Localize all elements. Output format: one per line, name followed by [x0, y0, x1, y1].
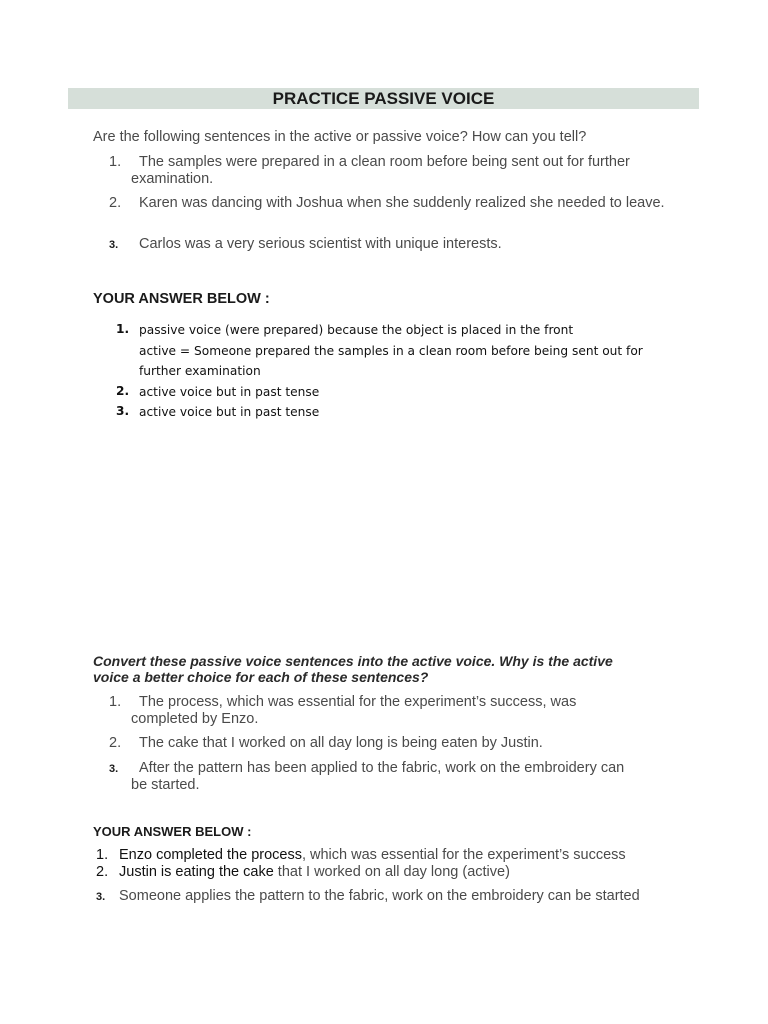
- question-text: Carlos was a very serious scientist with unique interests.: [139, 236, 502, 252]
- question-text: Karen was dancing with Joshua when she suddenly realized she needed to leave.: [139, 195, 665, 211]
- question-number: 2.: [109, 195, 122, 211]
- section2-answer-heading: YOUR ANSWER BELOW :: [93, 824, 252, 839]
- answer-number: 1.: [116, 322, 130, 336]
- answer-text: active voice but in past tense: [139, 385, 320, 399]
- answer-rest: , which was essential for the experiment’s success: [301, 847, 626, 863]
- section2-prompt-line2: voice a better choice for each of these sentences?: [93, 669, 429, 685]
- question-number: 2.: [109, 735, 122, 751]
- answer-text: [119, 847, 626, 864]
- section1-answer-heading: YOUR ANSWER BELOW :: [93, 291, 270, 307]
- answer-number: 3.: [96, 891, 106, 903]
- answer-text: passive voice (were prepared) because the object is placed in the front: [139, 323, 574, 337]
- answer-text: [119, 864, 510, 881]
- answer-text: further examination: [139, 364, 261, 378]
- question-text: After the pattern has been applied to the fabric, work on the embroidery can: [139, 760, 625, 776]
- answer-number: 2.: [96, 864, 109, 880]
- answer-rest: that I worked on all day long (active): [273, 864, 510, 880]
- section2-prompt-line1: Convert these passive voice sentences into the active voice. Why is the active: [93, 653, 613, 669]
- question-number: 3.: [109, 239, 119, 251]
- answer-number: 1.: [96, 847, 109, 863]
- section1-prompt: Are the following sentences in the active or passive voice? How can you tell?: [93, 129, 587, 145]
- question-number: 1.: [109, 694, 122, 710]
- question-text: The cake that I worked on all day long is being eaten by Justin.: [139, 735, 543, 751]
- answer-number: 3.: [116, 404, 130, 418]
- answer-emphasis: Justin is eating the cake: [119, 864, 274, 880]
- answer-rest: Someone applies the pattern to the fabric, work on the embroidery can be started: [119, 888, 640, 904]
- answer-number: 2.: [116, 384, 130, 398]
- question-number: 3.: [109, 763, 119, 775]
- answer-text: active = Someone prepared the samples in a clean room before being sent out for: [139, 344, 643, 358]
- answer-text: [119, 888, 640, 905]
- question-text: The samples were prepared in a clean room before being sent out for further examination.: [131, 154, 630, 187]
- answer-text: active voice but in past tense: [139, 405, 320, 419]
- question-text: completed by Enzo.: [131, 711, 259, 727]
- page-title: PRACTICE PASSIVE VOICE: [68, 88, 699, 109]
- question-text: be started.: [131, 777, 200, 793]
- question-number: 1.: [109, 154, 122, 170]
- question-text: The process, which was essential for the experiment’s success, was: [139, 694, 577, 710]
- answer-emphasis: Enzo completed the process: [119, 847, 302, 863]
